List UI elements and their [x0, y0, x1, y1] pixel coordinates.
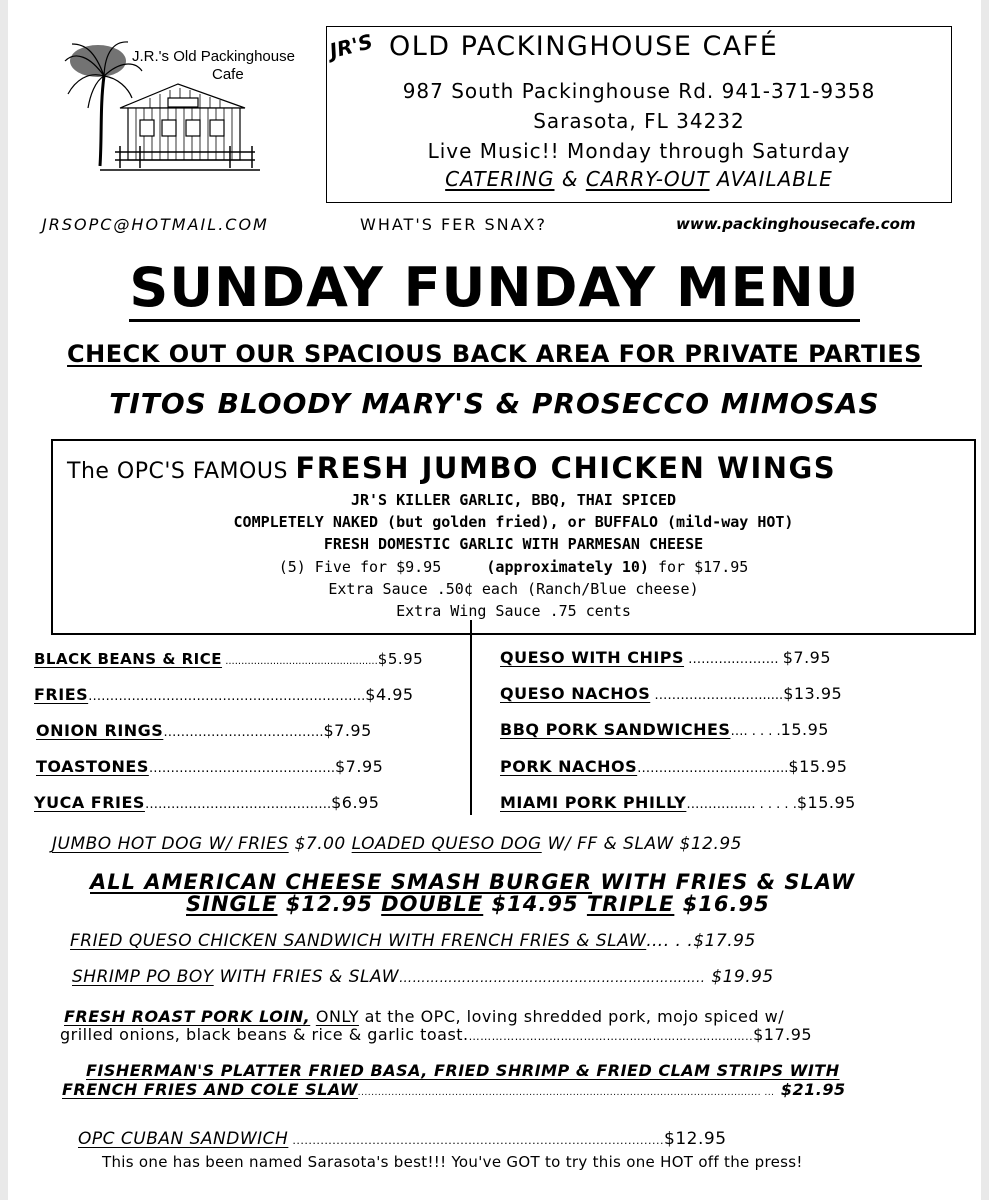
shrimp-name: SHRIMP PO BOY	[72, 967, 214, 987]
header-live-music: Live Music!! Monday through Saturday	[427, 139, 851, 163]
queso-dog-desc: W/ FF & SLAW	[547, 834, 674, 854]
menu-page	[8, 0, 981, 1200]
header-title: OLD PACKINGHOUSE CAFÉ	[389, 31, 779, 62]
wings-extra-sauce: Extra Sauce .50¢ each (Ranch/Blue cheese)	[328, 580, 699, 598]
shrimp-price: $19.95	[711, 967, 774, 987]
catering-text: CATERING	[445, 167, 555, 191]
queso-dog-price: $12.95	[679, 834, 742, 854]
wings-box	[51, 439, 976, 635]
wings-title: FRESH JUMBO CHICKEN WINGS	[295, 451, 837, 485]
pork-loin-desc-1: at the OPC, loving shredded pork, mojo spiced w/	[364, 1007, 785, 1026]
queso-chicken-line: FRIED QUESO CHICKEN SANDWICH WITH FRENCH FRIES & SLAW…. . .$17.95	[70, 931, 756, 951]
burger-double: DOUBLE	[381, 892, 484, 916]
pork-loin-line-2: grilled onions, black beans & rice & garlic toast.…………………………………………………...…………..$17.95	[60, 1025, 813, 1044]
queso-chicken-price: $17.95	[693, 931, 756, 951]
pork-loin-desc-2: grilled onions, black beans & rice & garlic toast.	[60, 1025, 469, 1044]
fisherman-line-1	[86, 1061, 840, 1080]
burger-single-price: $12.95	[285, 892, 373, 916]
fisherman-price: $21.95	[780, 1080, 846, 1099]
burger-sizes	[186, 892, 770, 916]
shrimp-desc: WITH FRIES & SLAW	[219, 967, 400, 987]
burger-name: ALL AMERICAN CHEESE SMASH BURGER	[90, 870, 593, 894]
hotdog-name: JUMBO HOT DOG W/ FRIES	[52, 834, 289, 854]
burger-single: SINGLE	[186, 892, 278, 916]
pork-loin-name: FRESH ROAST PORK LOIN,	[64, 1007, 311, 1026]
cuban-name: OPC CUBAN SANDWICH	[78, 1129, 289, 1149]
fisherman-desc-1: FISHERMAN'S PLATTER FRIED BASA, FRIED SHRIMP & FRIED CLAM STRIPS WITH	[86, 1061, 840, 1080]
burger-triple-price: $16.95	[682, 892, 770, 916]
menu-item-toastones: TOASTONES…………………………………….$7.95	[36, 757, 384, 776]
column-divider	[470, 620, 472, 815]
menu-item-onion-rings: ONION RINGS……………………………….$7.95	[36, 721, 372, 740]
wings-extra-wing-sauce: Extra Wing Sauce .75 cents	[396, 602, 631, 620]
header-services	[327, 167, 951, 191]
menu-item-queso-nachos: QUESO NACHOS ……………………......$13.95	[500, 684, 843, 703]
burger-triple: TRIPLE	[586, 892, 675, 916]
queso-dog-name: LOADED QUESO DOG	[351, 834, 542, 854]
private-parties-banner: CHECK OUT OUR SPACIOUS BACK AREA FOR PRIVATE PARTIES	[67, 340, 922, 368]
wings-price-ten: for $17.95	[658, 558, 749, 576]
wings-pricing	[53, 558, 974, 576]
wings-heading	[67, 451, 836, 485]
wings-flavors-2: COMPLETELY NAKED (but golden fried), or BUFFALO (mild-way HOT)	[233, 513, 794, 531]
hotdog-price: $7.00	[294, 834, 346, 854]
cafe-logo	[60, 36, 300, 176]
header-city: Sarasota, FL 34232	[533, 109, 745, 133]
cuban-line: OPC CUBAN SANDWICH .............................................................................................$12.95	[78, 1129, 727, 1149]
logo-line-2: Cafe	[212, 66, 244, 83]
cuban-note: This one has been named Sarasota's best!!! You've GOT to try this one HOT off the press!	[102, 1153, 803, 1171]
pork-loin-only: ONLY	[315, 1007, 359, 1026]
wings-approx: (approximately 10)	[486, 558, 649, 576]
logo-line-1: J.R.'s Old Packinghouse	[132, 48, 295, 65]
shrimp-line: SHRIMP PO BOY WITH FRIES & SLAW………………………………………………………….. $19.95	[72, 967, 774, 987]
page-title: SUNDAY FUNDAY MENU	[8, 256, 981, 319]
available-text: AVAILABLE	[716, 167, 833, 191]
burger-double-price: $14.95	[491, 892, 579, 916]
wings-flavors-1: JR'S KILLER GARLIC, BBQ, THAI SPICED	[350, 491, 677, 509]
burger-desc: WITH FRIES & SLAW	[600, 870, 856, 894]
fisherman-line-2: FRENCH FRIES AND COLE SLAW........................................................................................................................ ... $21.95	[62, 1080, 846, 1099]
queso-chicken-name: FRIED QUESO CHICKEN SANDWICH WITH FRENCH FRIES & SLAW	[70, 931, 647, 951]
drinks-banner: TITOS BLOODY MARY'S & PROSECCO MIMOSAS	[109, 387, 880, 420]
menu-item-pork-nachos: PORK NACHOS……………………………..$15.95	[500, 757, 848, 776]
contact-tagline: WHAT'S FER SNAX?	[360, 215, 548, 234]
header-box	[326, 26, 952, 203]
wings-flavors-3: FRESH DOMESTIC GARLIC WITH PARMESAN CHEESE	[323, 535, 704, 553]
wings-price-five: (5) Five for $9.95	[278, 558, 442, 576]
wings-prefix: The OPC'S FAMOUS	[67, 459, 288, 484]
hotdog-line	[52, 834, 742, 854]
menu-item-bbq-pork: BBQ PORK SANDWICHES…. . . . .15.95	[500, 720, 829, 739]
menu-item-queso-chips: QUESO WITH CHIPS ………..………. $7.95	[500, 648, 832, 667]
menu-item-yuca-fries: YUCA FRIES…………………………………….$6.95	[34, 793, 380, 812]
cuban-price: $12.95	[664, 1129, 727, 1149]
menu-item-black-beans: BLACK BEANS & RICE ................................................$5.95	[34, 650, 424, 668]
burger-line	[90, 870, 855, 894]
fisherman-desc-2: FRENCH FRIES AND COLE SLAW	[62, 1080, 359, 1099]
carryout-text: CARRY-OUT	[585, 167, 710, 191]
amp-text: &	[561, 167, 579, 191]
header-address: 987 South Packinghouse Rd. 941-371-9358	[402, 79, 876, 103]
menu-item-miami-philly: MIAMI PORK PHILLY……………. . . . . .$15.95	[500, 793, 856, 812]
menu-item-fries: FRIES……………………………………………………….$4.95	[34, 685, 414, 704]
header-prefix: JR'S	[327, 29, 376, 63]
contact-website: www.packinghousecafe.com	[676, 215, 916, 233]
pork-loin-line-1	[64, 1007, 784, 1026]
contact-email: JRSOPC@HOTMAIL.COM	[42, 215, 269, 234]
pork-loin-price: $17.95	[753, 1025, 813, 1044]
